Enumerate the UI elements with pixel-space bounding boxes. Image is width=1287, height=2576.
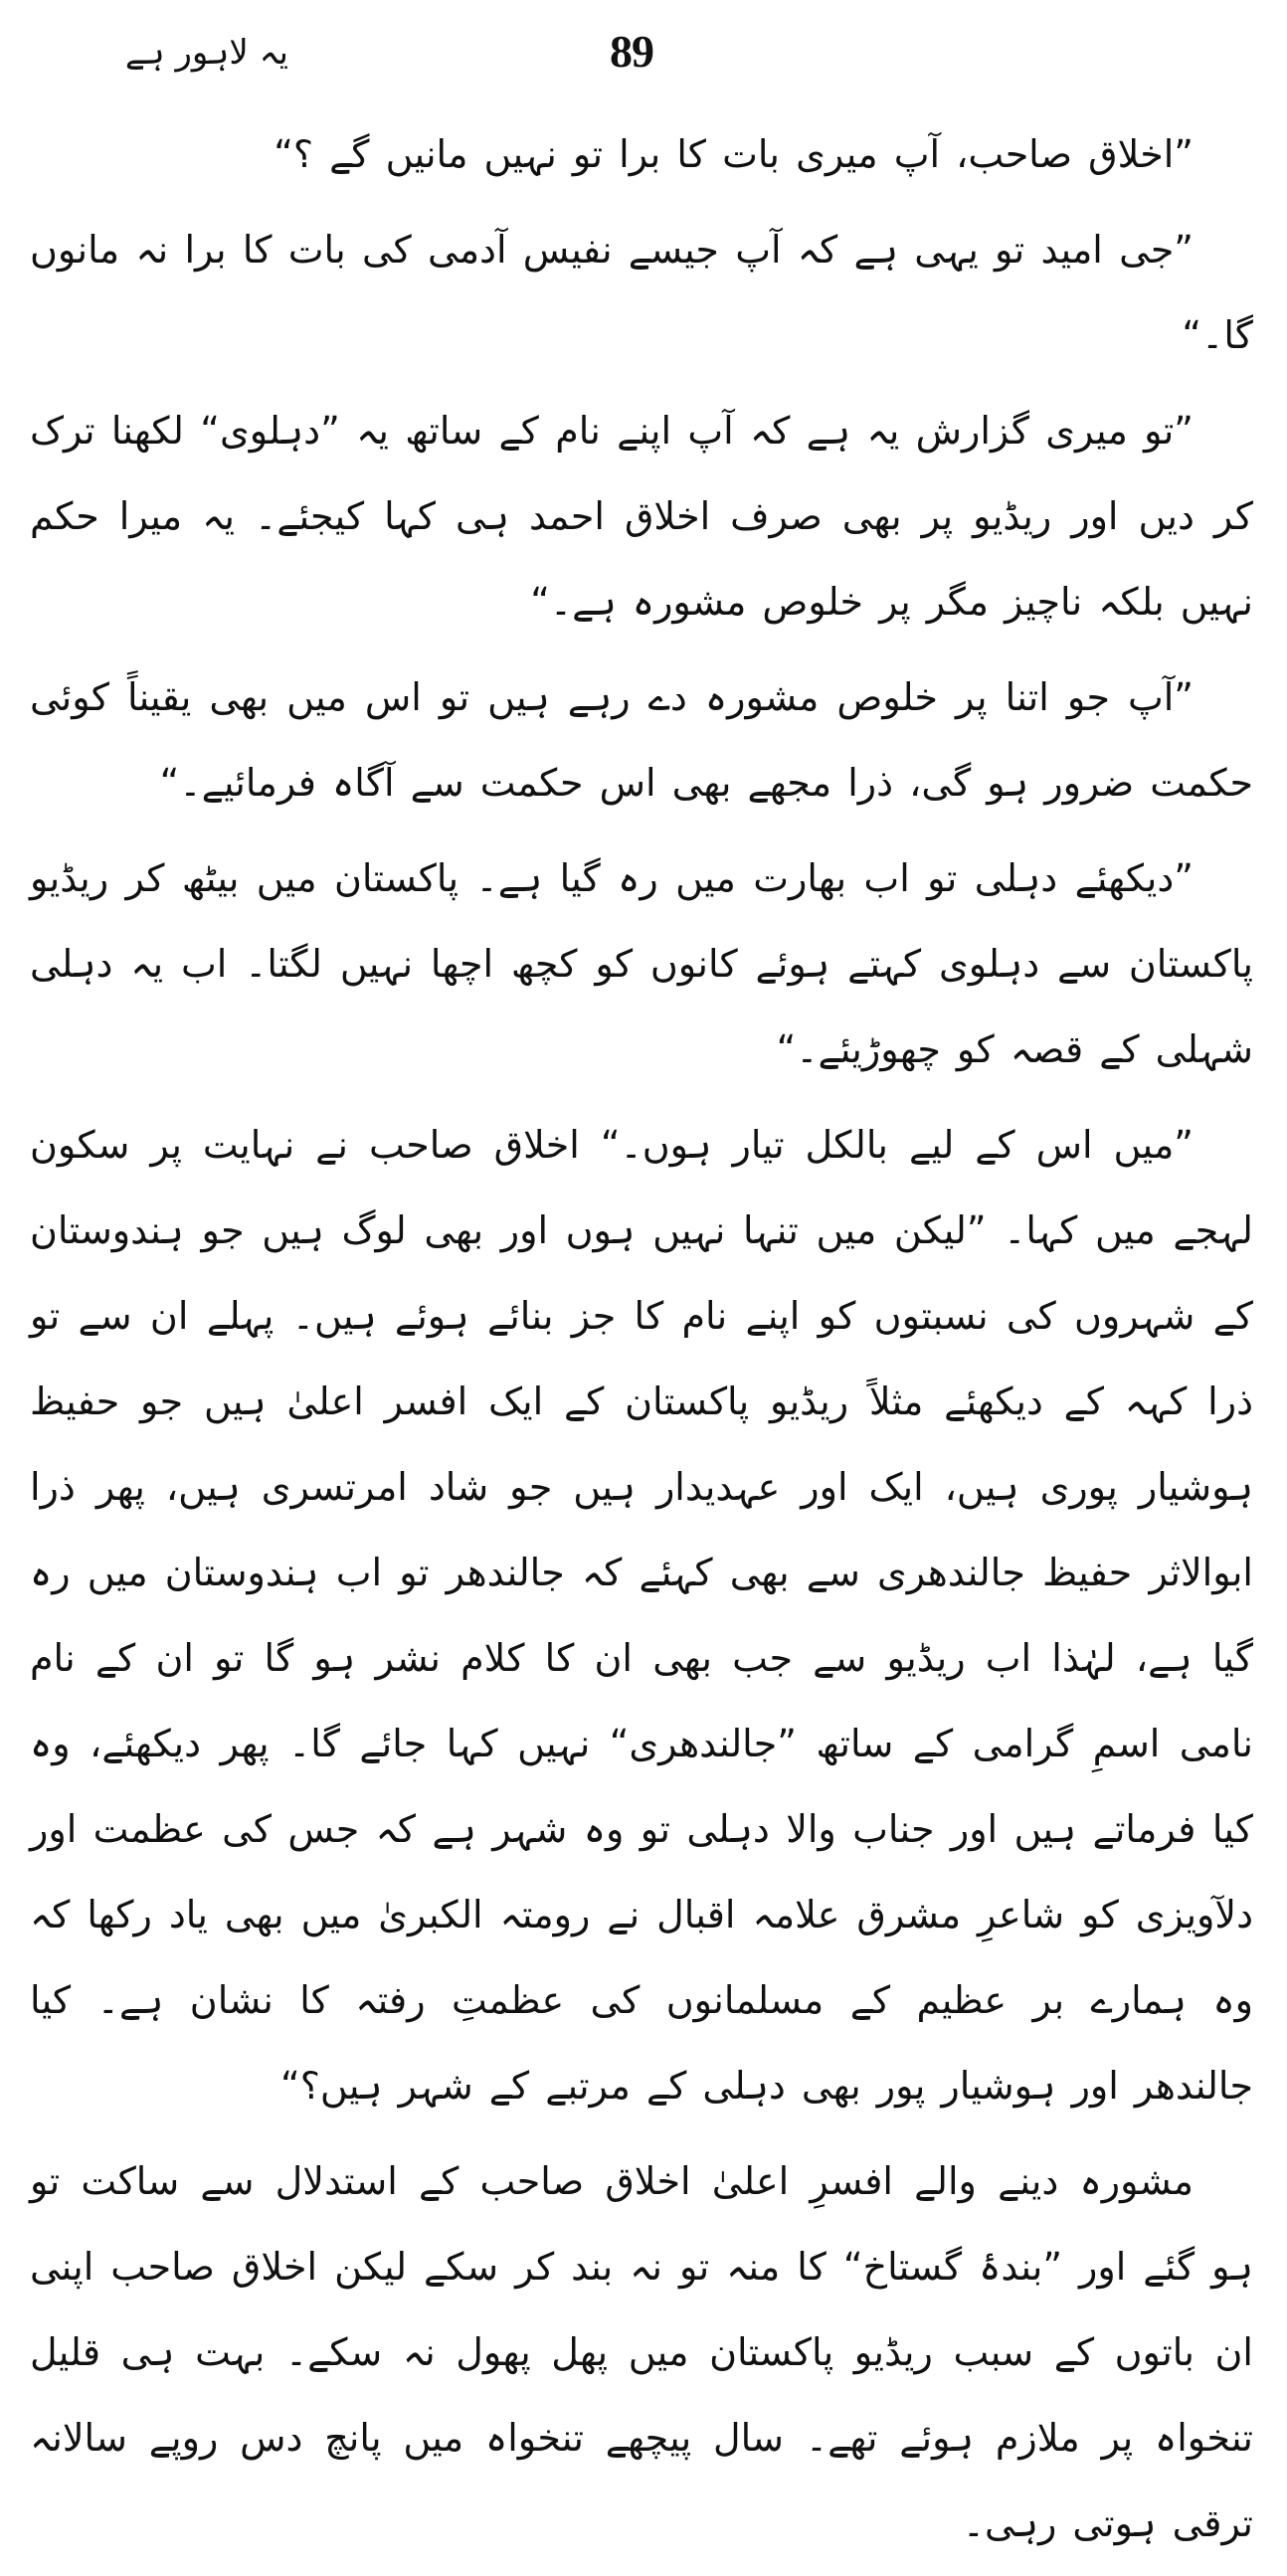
page-body xyxy=(30,111,1253,2576)
running-title: یہ لاہور ہے xyxy=(124,33,288,73)
paragraph-5: ”دیکھئے دہلی تو اب بھارت میں رہ گیا ہے۔ پاکستان میں بیٹھ کر ریڈیو پاکستان سے دہلوی کہتے ہوئے کانوں کو کچھ اچھا نہیں لگتا۔ اب یہ دہلی شہلی کے قصہ کو چھوڑیئے۔“ xyxy=(30,856,1253,1071)
page-header xyxy=(0,0,1287,119)
paragraph-6: ”میں اس کے لیے بالکل تیار ہوں۔“ اخلاق صاحب نے نہایت پر سکون لہجے میں کہا۔ ”لیکن میں تنہا نہیں ہوں اور بھی لوگ ہیں جو ہندوستان کے شہروں کی نسبتوں کو اپنے نام کا جز بنائے ہوئے ہیں۔ پہلے ان سے تو ذرا کہہ کے دیکھئے مثلاً ریڈیو پاکستان کے ایک افسر اعلیٰ ہیں جو حفیظ ہوشیار پوری ہیں، ایک اور عہدیدار ہیں جو شاد امرتسری ہیں، پھر ذرا ابوالاثر حفیظ جالندھری سے بھی کہئے کہ جالندھر تو اب ہندوستان میں رہ گیا ہے، لہٰذا اب ریڈیو سے جب بھی ان کا کلام نشر ہو گا تو ان کے نام نامی اسمِ گرامی کے ساتھ ”جالندھری“ نہیں کہا جائے گا۔ پھر دیکھئے، وہ کیا فرماتے ہیں اور جناب والا دہلی تو وہ شہر ہے کہ جس کی عظمت اور دلآویزی کو شاعرِ مشرق علامہ اقبال نے رومتہ الکبریٰ میں بھی یاد رکھا کہ وہ ہمارے بر عظیم کے مسلمانوں کی عظمتِ رفتہ کا نشان ہے۔ کیا جالندھر اور ہوشیار پور بھی دہلی کے مرتبے کے شہر ہیں؟“ xyxy=(30,1123,1253,2108)
paragraph-1: ”اخلاق صاحب، آپ میری بات کا برا تو نہیں مانیں گے ؟“ xyxy=(274,132,1194,176)
paragraph-4: ”آپ جو اتنا پر خلوص مشورہ دے رہے ہیں تو اس میں بھی یقیناً کوئی حکمت ضرور ہو گی، ذرا مجھے بھی اس حکمت سے آگاہ فرمائیے۔“ xyxy=(30,675,1253,805)
paragraph-2: ”جی امید تو یہی ہے کہ آپ جیسے نفیس آدمی کی بات کا برا نہ مانوں گا۔“ xyxy=(30,228,1253,357)
page-number: 89 xyxy=(610,26,653,77)
paragraph-3: ”تو میری گزارش یہ ہے کہ آپ اپنے نام کے ساتھ یہ ”دہلوی“ لکھنا ترک کر دیں اور ریڈیو پر بھی صرف اخلاق احمد ہی کہا کیجئے۔ یہ میرا حکم نہیں بلکہ ناچیز مگر پر خلوص مشورہ ہے۔“ xyxy=(30,409,1253,624)
paragraph-7: مشورہ دینے والے افسرِ اعلیٰ اخلاق صاحب کے استدلال سے ساکت تو ہو گئے اور ”بندۂ گستاخ“ کا منہ تو نہ بند کر سکے لیکن اخلاق صاحب اپنی ان باتوں کے سبب ریڈیو پاکستان میں پھل پھول نہ سکے۔ بہت ہی قلیل تنخواہ پر ملازم ہوئے تھے۔ سال پیچھے تنخواہ میں پانچ دس روپے سالانہ ترقی ہوتی رہی۔ xyxy=(30,2159,1253,2545)
